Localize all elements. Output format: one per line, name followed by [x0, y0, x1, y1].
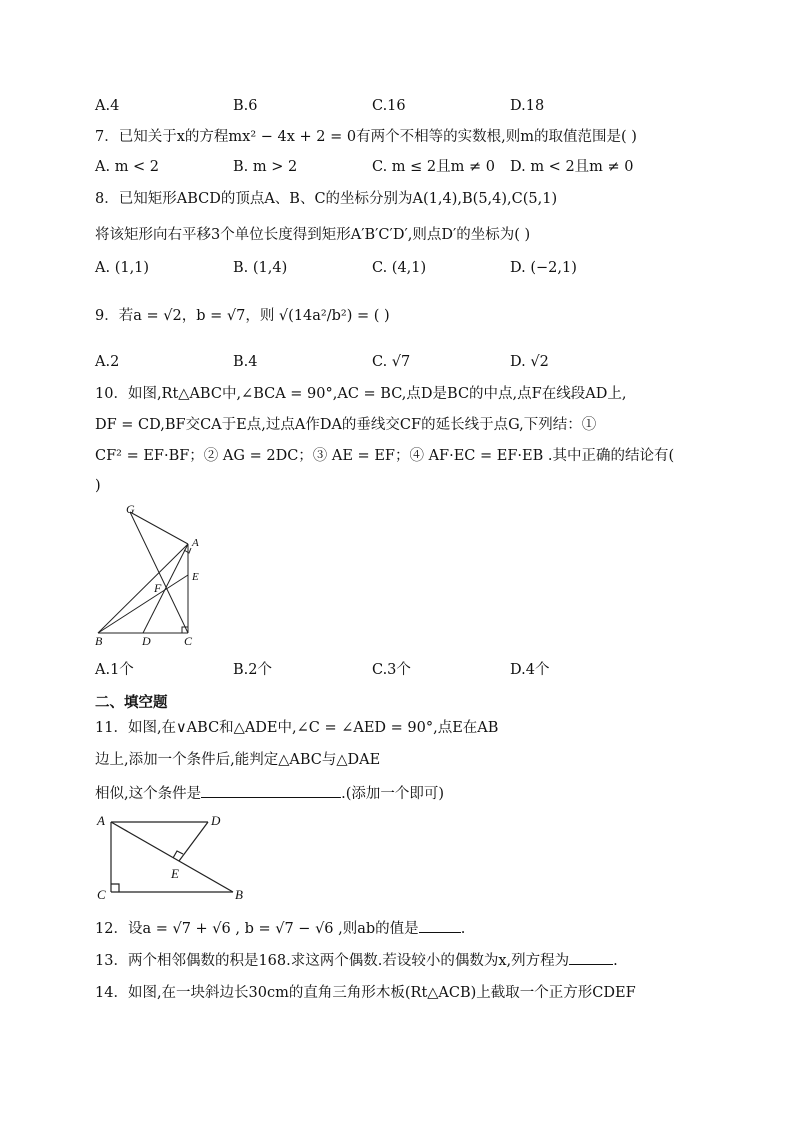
q9-option-b: B.4: [233, 354, 258, 370]
q11-label-b: B: [235, 887, 243, 902]
section-heading-fill-blank: 二、填空题: [95, 695, 168, 711]
q12-stem: 12．设a = √7 + √6 , b = √7 − √6 ,则ab的值是: [95, 921, 419, 937]
q6-option-b: B.6: [233, 98, 258, 114]
q7-option-a: A. m < 2: [95, 159, 160, 175]
q10-label-b: B: [95, 634, 103, 648]
q8-option-b: B. (1,4): [233, 260, 288, 276]
q10-figure: [90, 500, 220, 650]
q9-option-d: D. √2: [510, 354, 549, 370]
q7-stem: 7．已知关于x的方程mx² − 4x + 2 = 0有两个不相等的实数根,则m的取值范围是( ): [95, 129, 637, 145]
q7-option-d: D. m < 2且m ≠ 0: [510, 159, 634, 175]
q11-figure: [93, 810, 253, 902]
q10-stem-line3: CF² = EF·BF；② AG = 2DC；③ AE = EF；④ AF·EC = EF·EB .其中正确的结论有(: [95, 448, 675, 464]
q11-stem-line2: 边上,添加一个条件后,能判定△ABC与△DAE: [95, 752, 381, 768]
q10-stem-line1: 10．如图,Rt△ABC中,∠BCA = 90°,AC = BC,点D是BC的中点,点F在线段AD上,: [95, 386, 627, 402]
q10-label-d: D: [142, 634, 151, 648]
q8-option-d: D. (−2,1): [510, 260, 577, 276]
q11-stem-line1: 11．如图,在∨ABC和△ADE中,∠C = ∠AED = 90°,点E在AB: [95, 720, 499, 736]
q10-option-b: B.2个: [233, 662, 272, 678]
q6-option-d: D.18: [510, 98, 545, 114]
q12-line: [95, 917, 465, 939]
q10-label-c: C: [184, 634, 193, 648]
q13-line: [95, 949, 618, 971]
q10-option-a: A.1个: [95, 662, 134, 678]
q10-stem-line4: ): [95, 478, 101, 494]
q10-label-g: G: [126, 502, 135, 516]
q10-option-d: D.4个: [510, 662, 550, 678]
q11-label-d: D: [211, 813, 221, 828]
q11-seg-de: [179, 822, 208, 861]
q9-option-c: C. √7: [372, 354, 411, 370]
q11-stem-line3: [95, 782, 444, 804]
q11-stem-text: 相似,这个条件是: [95, 786, 202, 802]
q9-stem: 9．若a = √2，b = √7，则 √(14a²/b²) = ( ): [95, 308, 390, 324]
q8-option-c: C. (4,1): [372, 260, 427, 276]
q13-answer-blank[interactable]: [569, 949, 613, 965]
q11-seg-ab: [111, 822, 233, 892]
q11-label-e: E: [171, 866, 179, 881]
q8-stem-line1: 8．已知矩形ABCD的顶点A、B、C的坐标分别为A(1,4),B(5,4),C(5,1): [95, 191, 558, 207]
q8-option-a: A. (1,1): [95, 260, 150, 276]
q10-label-a: A: [192, 537, 199, 549]
q10-seg-gc: [130, 512, 188, 633]
q12-answer-blank[interactable]: [419, 917, 461, 933]
q11-stem-tail: .(添加一个即可): [341, 786, 445, 802]
q6-option-a: A.4: [95, 98, 120, 114]
q6-option-c: C.16: [372, 98, 406, 114]
q10-label-f: F: [154, 581, 162, 595]
q10-seg-ba: [98, 544, 188, 633]
q10-stem-line2: DF = CD,BF交CA于E点,过点A作DA的垂线交CF的延长线于点G,下列结：①: [95, 417, 597, 433]
q11-label-c: C: [97, 887, 106, 902]
q11-answer-blank[interactable]: [201, 782, 341, 798]
q13-stem: 13．两个相邻偶数的积是168.求这两个偶数.若设较小的偶数为x,列方程为: [95, 953, 570, 969]
q12-end: .: [460, 921, 466, 937]
q10-option-c: C.3个: [372, 662, 411, 678]
q9-option-a: A.2: [95, 354, 120, 370]
q8-stem-line2: 将该矩形向右平移3个单位长度得到矩形A′B′C′D′,则点D′的坐标为( ): [95, 227, 531, 243]
q7-option-b: B. m > 2: [233, 159, 298, 175]
q10-seg-ga: [130, 512, 188, 544]
q14-stem: 14．如图,在一块斜边长30cm的直角三角形木板(Rt△ACB)上截取一个正方形CDEF: [95, 985, 636, 1001]
q10-label-e: E: [192, 571, 199, 583]
q11-label-a: A: [97, 813, 105, 828]
q13-end: .: [613, 953, 618, 969]
q11-right-angle-c: [111, 884, 119, 892]
q7-option-c: C. m ≤ 2且m ≠ 0: [372, 159, 495, 175]
